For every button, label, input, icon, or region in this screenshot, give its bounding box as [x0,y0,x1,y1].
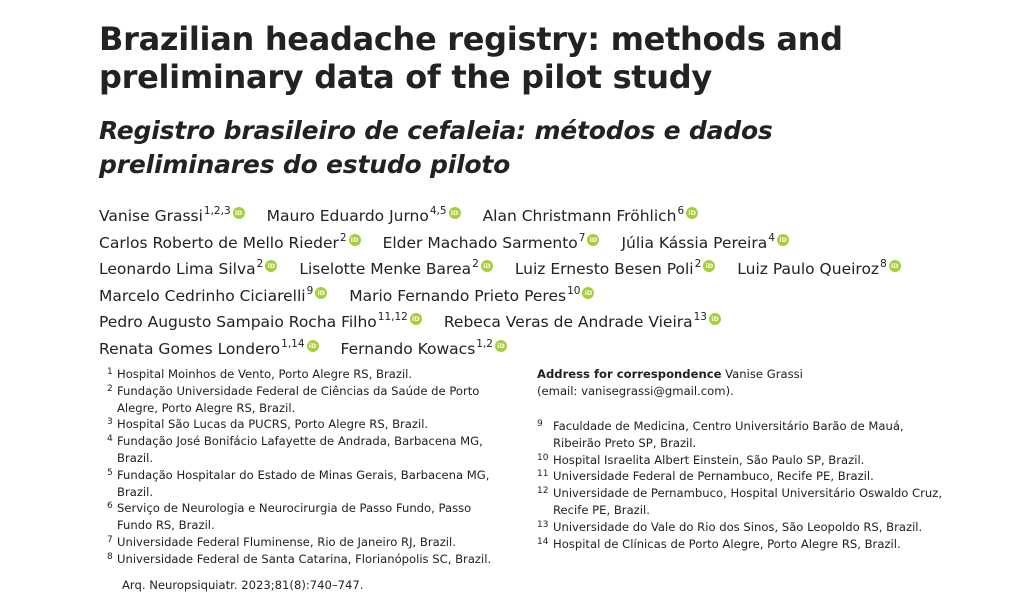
affiliation-text [117,366,522,383]
article-subtitle [99,114,859,182]
affiliation-line: Fundação Hospitalar do Estado de Minas Gerais, Barbacena MG, [117,467,490,482]
author [99,331,319,362]
affiliation [107,416,522,433]
affiliations-left [107,366,522,568]
affiliation-text [553,519,957,536]
author-name: Júlia Kássia Pereira [621,233,768,252]
affiliation-number: 3 [107,417,113,428]
article-title-line: preliminary data of the pilot study [99,58,712,96]
orcid-icon[interactable]: iD [410,313,422,325]
orcid-icon[interactable]: iD [777,234,789,246]
author-name: Liselotte Menke Barea [299,260,472,278]
author-name: Rebeca Veras de Andrade Vieira [443,313,693,331]
article-subtitle-line: Registro brasileiro de cefaleia: métodos e dados [99,116,773,145]
author-affiliation-sup: 4,5 [429,205,447,217]
affiliation [107,534,522,551]
author-name: Renata Gomes Londero [99,339,281,358]
affiliation-number: 2 [107,383,113,394]
affiliation-number: 5 [107,467,113,478]
affiliation [537,485,957,519]
correspondence-name: Vanise Grassi [725,367,803,381]
affiliation-text [553,452,957,469]
affiliation-text [117,500,522,534]
affiliation-line: Universidade Federal Fluminense, Rio de Janeiro RJ, Brazil. [117,534,456,549]
orcid-icon[interactable]: iD [495,340,507,352]
author-name: Elder Machado Sarmento [382,233,578,252]
affiliation [537,418,957,452]
affiliation-number: 4 [107,434,113,445]
affiliation [107,366,522,383]
author-name: Pedro Augusto Sampaio Rocha Filho [99,313,377,331]
affiliation-text [117,433,522,467]
orcid-icon[interactable]: iD [307,340,319,352]
author [737,251,900,282]
author-affiliation-sup: 4 [768,231,775,244]
affiliation-line: Hospital de Clínicas de Porto Alegre, Porto Alegre RS, Brazil. [553,536,901,551]
article-title-line: Brazilian headache registry: methods and [99,20,843,58]
affiliation [107,433,522,467]
affiliation-number: 1 [107,367,113,377]
affiliation-line: Universidade do Vale do Rio dos Sinos, São Leopoldo RS, Brazil. [553,519,923,534]
affiliation-number: 8 [107,551,113,562]
author-row [99,198,999,225]
affiliation-line: Brazil. [117,484,154,499]
author-list [99,198,999,357]
author-affiliation-sup: 10 [567,284,581,297]
article-title [99,20,859,96]
affiliation-line: Faculdade de Medicina, Centro Universitário Barão de Mauá, [553,419,904,433]
affiliation-text [553,418,957,452]
affiliation-line: Ribeirão Preto SP, Brazil. [553,435,697,450]
author-name: Mauro Eduardo Jurno [266,207,429,225]
orcid-icon[interactable]: iD [449,207,461,219]
orcid-icon[interactable]: iD [587,234,599,246]
correspondence-email[interactable]: (email: vanisegrassi@gmail.com). [537,384,734,398]
author-affiliation-sup: 2 [339,231,347,244]
author-row [99,251,999,278]
orcid-icon[interactable]: iD [315,287,327,299]
affiliation-number: 12 [537,486,549,497]
author-name: Vanise Grassi [99,207,203,225]
affiliation-line: Recife PE, Brazil. [553,502,650,517]
author-affiliation-sup: 7 [578,231,586,244]
affiliation-line: Universidade de Pernambuco, Hospital Universitário Oswaldo Cruz, [553,486,943,501]
author-affiliation-sup: 2 [694,258,702,270]
affiliation-line: Universidade Federal de Pernambuco, Recife PE, Brazil. [553,469,874,484]
orcid-icon[interactable]: iD [481,260,493,272]
affiliation-line: Hospital São Lucas da PUCRS, Porto Alegre RS, Brazil. [117,417,429,432]
affiliation [537,468,957,485]
affiliation-line: Alegre, Porto Alegre RS, Brazil. [117,400,296,415]
affiliation [537,452,957,469]
orcid-icon[interactable]: iD [686,207,698,219]
author-affiliation-sup: 11,12 [377,311,408,323]
orcid-icon[interactable]: iD [709,313,721,325]
author-name: Luiz Paulo Queiroz [737,260,880,278]
orcid-icon[interactable]: iD [889,260,901,272]
affiliation-number: 9 [537,419,543,429]
orcid-icon[interactable]: iD [582,287,594,299]
affiliation-text [553,468,957,485]
affiliation [537,536,957,553]
affiliation-number: 11 [537,469,549,480]
author-row [99,225,999,252]
affiliation-number: 13 [537,519,549,530]
article-subtitle-line: preliminares do estudo piloto [99,150,511,179]
author-name: Fernando Kowacs [340,339,476,358]
orcid-icon[interactable]: iD [349,234,361,246]
author-affiliation-sup: 1,2 [476,337,493,350]
author-name: Mario Fernando Prieto Peres [349,286,567,305]
affiliation [107,500,522,534]
author-affiliation-sup: 2 [256,258,264,270]
affiliation-number: 10 [537,452,549,463]
affiliation-text [553,485,957,519]
affiliation-number: 6 [107,501,113,512]
author-affiliation-sup: 1,2,3 [203,205,231,217]
author [341,331,507,362]
affiliation-line: Fundo RS, Brazil. [117,518,215,533]
affiliation-text [117,534,522,551]
affiliation [107,383,522,417]
author-name: Carlos Roberto de Mello Rieder [99,233,339,252]
citation: Arq. Neuropsiquiatr. 2023;81(8):740–747. [122,578,364,592]
affiliation-line: Fundação Universidade Federal de Ciências da Saúde de Porto [117,383,480,398]
author-affiliation-sup: 2 [472,258,479,270]
author-name: Alan Christmann Fröhlich [482,207,677,225]
affiliation-text [117,551,522,568]
affiliation-line: Hospital Moinhos de Vento, Porto Alegre RS, Brazil. [117,367,413,381]
affiliation-line: Fundação José Bonifácio Lafayette de Andrada, Barbacena MG, Brazil. [117,434,483,465]
correspondence [537,366,957,400]
affiliation-text [117,416,522,433]
affiliation [537,519,957,536]
author-affiliation-sup: 6 [677,205,685,217]
orcid-icon[interactable]: iD [265,260,277,272]
affiliation [107,467,522,501]
affiliation-line: Universidade Federal de Santa Catarina, Florianópolis SC, Brazil. [117,551,492,566]
affiliation-text [117,467,522,501]
author-affiliation-sup: 1,14 [281,337,305,350]
affiliation-text [117,383,522,417]
affiliation-line: Hospital Israelita Albert Einstein, São Paulo SP, Brazil. [553,452,865,467]
orcid-icon[interactable]: iD [233,207,245,219]
affiliation-number: 7 [107,534,113,545]
author-row [99,304,999,331]
author-affiliation-sup: 9 [306,284,314,297]
author-name: Marcelo Cedrinho Ciciarelli [99,286,306,305]
orcid-icon[interactable]: iD [703,260,715,272]
correspondence-label: Address for correspondence [537,367,722,381]
author-affiliation-sup: 13 [693,311,707,323]
affiliation [107,551,522,568]
author-name: Luiz Ernesto Besen Poli [514,260,694,278]
affiliation-text [553,536,957,553]
author-name: Leonardo Lima Silva [99,260,256,278]
affiliation-line: Serviço de Neurologia e Neurocirurgia de Passo Fundo, Passo [117,501,472,516]
author-affiliation-sup: 8 [880,258,887,270]
affiliation-number: 14 [537,536,549,547]
affiliations-right [537,418,957,552]
